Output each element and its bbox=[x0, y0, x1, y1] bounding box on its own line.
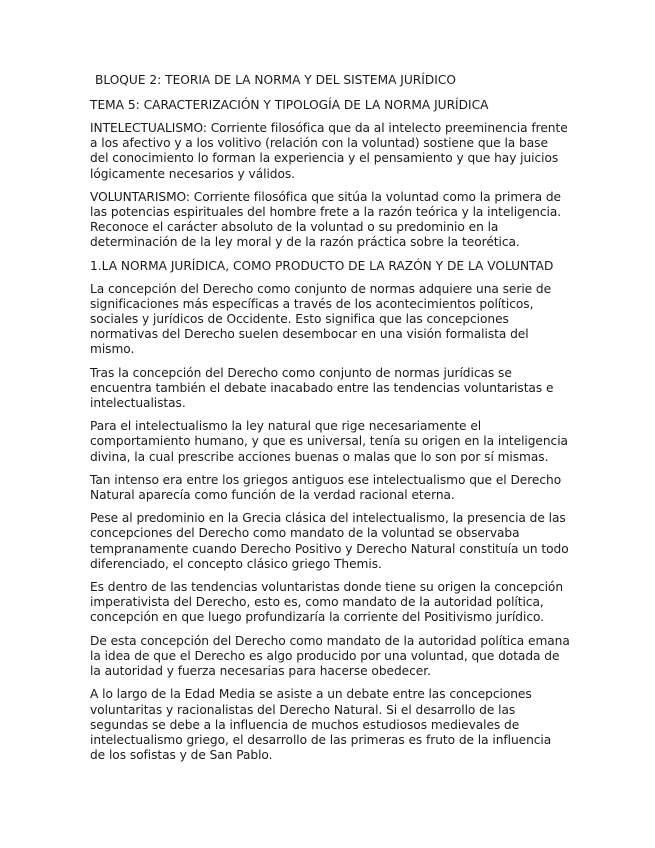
paragraph: Tan intenso era entre los griegos antiguos ese intelectualismo que el Derecho Natural aparecía como función de la verdad racional eterna. bbox=[90, 472, 562, 503]
paragraph: Pese al predominio en la Grecia clásica del intelectualismo, la presencia de las concepciones del Derecho como mandato de la voluntad se observaba tempranamente cuando Derecho Positivo y Derecho Natural constituía un todo diferenciado, el concepto clásico griego Themis. bbox=[90, 511, 569, 571]
topic-title: TEMA 5: CARACTERIZACIÓN Y TIPOLOGÍA DE LA NORMA JURÍDICA bbox=[90, 98, 489, 112]
paragraph: A lo largo de la Edad Media se asiste a un debate entre las concepciones voluntaritas y racionalistas del Derecho Natural. Si el desarrollo de las segundas se debe a la influencia de muchos estudiosos medievales de intelectualismo griego, el desarrollo de las primeras es fruto de la influencia de los sofistas y de San Pablo. bbox=[90, 687, 552, 763]
definition-intelectualismo: INTELECTUALISMO: Corriente filosófica que da al intelecto preeminencia frente a los afectivo y a los volitivo (relación con la voluntad) sostiene que la base del conocimiento lo forman la experiencia y el pensamiento y que hay juicios lógicamente necesarios y válidos. bbox=[90, 121, 568, 181]
paragraph: Para el intelectualismo la ley natural que rige necesariamente el comportamiento humano, y que es universal, tenía su origen en la inteligencia divina, la cual prescribe acciones buenas o malas que lo son por sí mismas. bbox=[90, 419, 568, 464]
paragraph: De esta concepción del Derecho como mandato de la autoridad política emana la idea de que el Derecho es algo producido por una voluntad, que dotada de la autoridad y fuerza necesarias para hacerse obedecer. bbox=[90, 633, 570, 679]
definition-voluntarismo: VOLUNTARISMO: Corriente filosófica que sitúa la voluntad como la primera de las potencias espirituales del hombre frete a la razón teórica y la inteligencia. Reconoce el carácter absoluto de la voluntad o su predominio en la determinación de la ley moral y de la razón práctica sobre la teorética. bbox=[90, 189, 562, 250]
block-title: BLOQUE 2: TEORIA DE LA NORMA Y DEL SISTEMA JURÍDICO bbox=[95, 73, 456, 87]
section-title: 1.LA NORMA JURÍDICA, COMO PRODUCTO DE LA RAZÓN Y DE LA VOLUNTAD bbox=[90, 258, 554, 273]
paragraph: Es dentro de las tendencias voluntaristas donde tiene su origen la concepción imperativista del Derecho, esto es, como mandato de la autoridad política, concepción en que luego profundizaría la corriente del Positivismo jurídico. bbox=[90, 580, 564, 625]
paragraph: Tras la concepción del Derecho como conjunto de normas jurídicas se encuentra también el debate inacabado entre las tendencias voluntaristas e intelectualistas. bbox=[90, 365, 554, 411]
paragraph: La concepción del Derecho como conjunto de normas adquiere una serie de significaciones más específicas a través de los acontecimientos políticos, sociales y jurídicos de Occidente. Esto significa que las concepciones normativas del Derecho suelen desembocar en una visión formalista del mismo. bbox=[90, 281, 552, 357]
document-page bbox=[90, 73, 570, 771]
